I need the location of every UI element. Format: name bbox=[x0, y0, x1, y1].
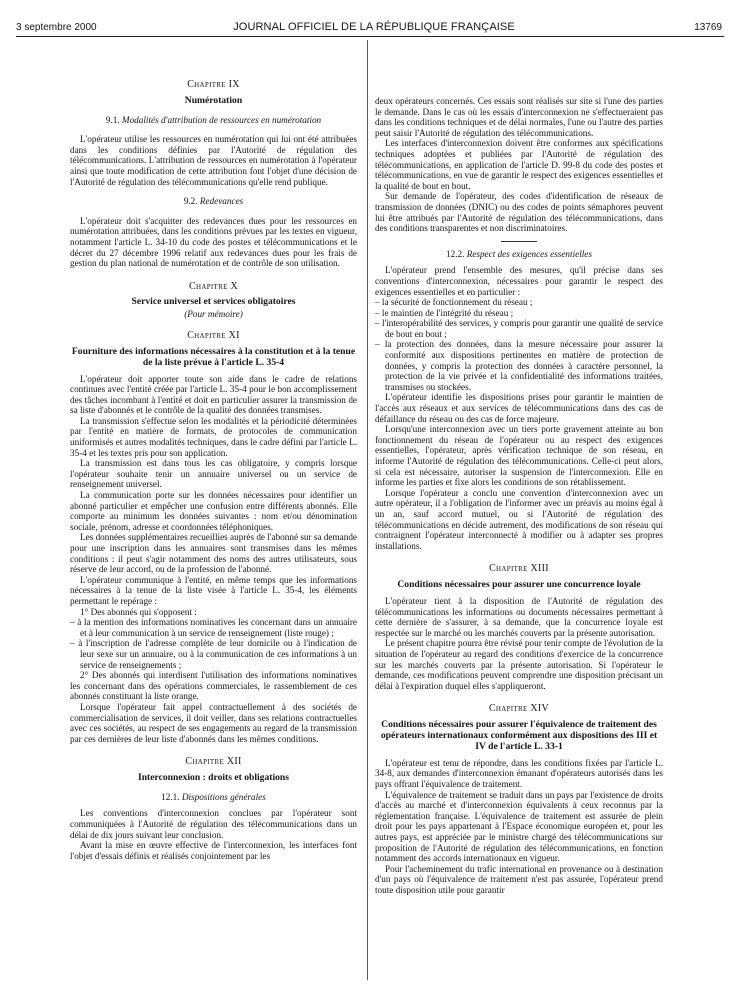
list-item: – la sécurité de fonctionnement du réseau ; bbox=[375, 297, 533, 308]
paragraph: Les données supplémentaires recueillies auprès de l'abonné sur sa demande pour une inscription dans les annuaires sont transmises dans les mêmes conditions : il peut s'agir notamment des noms des autres utilisateurs, sous réserve de leur accord, ou de la profession de l'abonné. bbox=[70, 532, 357, 575]
list-item: – à l'inscription de l'adresse complète de leur domicile ou à l'indication de leur sexe sur un annuaire, ou à la communication de ces informations à un service de renseignements ; bbox=[70, 638, 357, 670]
paragraph: L'opérateur tient à la disposition de l'Autorité de régulation des télécommunications les informations ou documents nécessaires permettant à cette dernière de s'assurer, à sa demande, que la concurrence loyale est respectée sur le marché ou les marchés couverts par la présente autorisation. bbox=[375, 595, 663, 638]
left-column bbox=[70, 80, 357, 861]
paragraph: L'opérateur doit apporter toute son aide dans le cadre de relations continues avec l'entité créée par l'article L. 35-4 pour le bon accomplissement des tâches incombant à l'entité et doit en particulier assurer la transmission de sa liste d'abonnés et le contrôle de la qualité des données transmises. bbox=[70, 373, 357, 416]
chapter-label: Chapitre X bbox=[189, 280, 238, 292]
paragraph: Pour l'acheminement du trafic international en provenance ou à destination d'un pays où l'équivalence de traitement n'est pas assurée, l'opérateur prend toute disposition utile pour garantir bbox=[375, 863, 663, 895]
chapter-title: Numérotation bbox=[184, 94, 243, 106]
paragraph: L'opérateur identifie les dispositions prises pour garantir le maintien de l'accès aux réseaux et aux services de télécommunications dans des cas de défaillance du réseau ou des cas de force majeure. bbox=[375, 392, 663, 424]
chapter-title: Conditions nécessaires pour assurer une concurrence loyale bbox=[397, 578, 641, 590]
paragraph: Lorsque l'opérateur fait appel contractuellement à des sociétés de commercialisation de services, il doit veiller, dans ses relations contractuelles avec ces sociétés, au respect de ses engagements au regard de la transmission par ces dernières de leur liste d'abonnés dans les mêmes conditions. bbox=[70, 701, 357, 744]
section-title: Respect des exigences essentielles bbox=[466, 248, 592, 259]
section-number: 9.1. bbox=[105, 114, 120, 125]
paragraph: Lorsque l'opérateur a conclu une convention d'interconnexion avec un autre opérateur, il a l'obligation de l'informer avec un préavis au moins égal à un an, sauf accord mutuel, ou si l'Autorité de régulation des télécommunications en décide autrement, des modifications de son réseau qui contraignent l'opérateur interconnecté à modifier ou à adapter ses propres installations. bbox=[375, 487, 663, 551]
paragraph: Le présent chapitre pourra être révisé pour tenir compte de l'évolution de la situation de l'opérateur au regard des conditions d'exercice de la concurrence sur les marchés couverts par la présente autorisation. Si l'opérateur le demande, ces modifications peuvent comprendre une disposition précisant un délai à l'expiration duquel elles s'appliqueront. bbox=[375, 638, 663, 691]
chapter-title: Interconnexion : droits et obligations bbox=[137, 771, 290, 783]
section-heading bbox=[70, 115, 357, 126]
list-item: – l'interopérabilité des services, y compris pour garantir une qualité de service de bout en bout ; bbox=[375, 318, 663, 339]
section-number: 12.1. bbox=[161, 791, 180, 802]
paragraph: La transmission s'effectue selon les modalités et la périodicité déterminées par l'entité en matière de formats, de protocoles de communication uniformisés et autres modalités techniques, dans le cadre défini par l'article L. 35-4 et les textes pris pour son application. bbox=[70, 415, 357, 458]
chapter-label: Chapitre XIII bbox=[489, 563, 549, 575]
paragraph: Lorsqu'une interconnexion avec un tiers porte gravement atteinte au bon fonctionnement du réseau de l'opérateur ou au respect des exigences essentielles, l'opérateur, après vérification technique de son réseau, en informe l'Autorité de régulation des télécommunications. Celle-ci peut alors, si cela est nécessaire, autoriser la suspension de l'interconnexion. Elle en informe les parties et fixe alors les conditions de son rétablissement. bbox=[375, 424, 663, 488]
chapter-label: Chapitre XI bbox=[187, 329, 240, 341]
page-header bbox=[0, 0, 748, 34]
section-heading bbox=[70, 196, 357, 207]
separator bbox=[501, 241, 537, 242]
paragraph: Les conventions d'interconnexion conclues par l'opérateur sont communiquées à l'Autorité de régulation des télécommunications dans un délai de dix jours suivant leur conclusion. bbox=[70, 808, 357, 840]
column-divider bbox=[367, 40, 368, 980]
section-number: 12.2. bbox=[446, 248, 465, 259]
list-item: – la protection des données, dans la mesure nécessaire pour assurer la conformité aux dispositions pertinentes en matière de protection de données, y compris la protection des données à caractère personnel, la protection de la vie privée et la confidentialité des informations traitées, transmises ou stockées. bbox=[375, 339, 663, 392]
list-item: – à la mention des informations nominatives les concernant dans un annuaire et à leur communication à un service de renseignement (liste rouge) ; bbox=[70, 617, 357, 638]
page-number: 13769 bbox=[694, 22, 722, 33]
paragraph: La transmission est dans tous les cas obligatoire, y compris lorsque l'opérateur souhaite tenir un annuaire universel ou un service de renseignement universel. bbox=[70, 458, 357, 490]
paragraph: L'opérateur utilise les ressources en numérotation qui lui ont été attribuées dans les conditions définies par l'Autorité de régulation des télécommunications. L'attribution de ressources en numérotation à l'opérateur ainsi que toute modification de cette attribution font l'objet d'une décision de l'Autorité de régulation des télécommunications qu'elle rend publique. bbox=[70, 134, 357, 187]
header-date: 3 septembre 2000 bbox=[16, 22, 97, 33]
section-title: Dispositions générales bbox=[181, 791, 266, 802]
paragraph: Sur demande de l'opérateur, des codes d'identification de réseaux de transmission de données (DNIC) ou des codes de points sémaphores peuvent lui être attribués par l'Autorité de régulation des télécommunications, dans des conditions transparentes et non discriminatoires. bbox=[375, 191, 663, 234]
paragraph: L'opérateur communique à l'entité, en même temps que les informations nécessaires à la tenue de la liste visée à l'article L. 35-4, les éléments permettant le repérage : bbox=[70, 574, 357, 606]
header-rule bbox=[16, 36, 724, 37]
chapter-label: Chapitre XIV bbox=[488, 703, 550, 715]
journal-title: JOURNAL OFFICIEL DE LA RÉPUBLIQUE FRANÇAISE bbox=[233, 21, 515, 33]
paragraph: L'opérateur prend l'ensemble des mesures, qu'il précise dans ses conventions d'interconnexion, nécessaires pour garantir le respect des exigences essentielles et en particulier : bbox=[375, 265, 663, 297]
paragraph: Les interfaces d'interconnexion doivent être conformes aux spécifications techniques adoptées et publiées par l'Autorité de régulation des télécommunications, en application de l'article D. 99-8 du code des postes et télécommunications, en vue de garantir le respect des exigences essentielles et la qualité de bout en bout. bbox=[375, 138, 664, 191]
list-item: – le maintien de l'intégrité du réseau ; bbox=[375, 307, 514, 318]
paragraph: L'opérateur est tenu de répondre, dans les conditions fixées par l'article L. 34-8, aux demandes d'interconnexion émanant d'opérateurs autorisés dans les pays offrant l'équivalence de traitement. bbox=[375, 757, 663, 790]
chapter-label: Chapitre IX bbox=[187, 79, 240, 90]
paragraph: La communication porte sur les données nécessaires pour identifier un abonné particulier et empêcher une confusion entre différents abonnés. Elle comporte au minimum les données suivantes : nom et/ou dénomination sociale, prénom, adresse et coordonnées téléphoniques. bbox=[70, 490, 357, 532]
chapter-title: Service universel et services obligatoires bbox=[131, 296, 296, 308]
list-item: 1° Des abonnés qui s'opposent : bbox=[80, 606, 197, 617]
section-title: Modalités d'attribution de ressources en numérotation bbox=[121, 114, 322, 125]
chapter-note: (Pour mémoire) bbox=[184, 309, 243, 320]
paragraph: L'opérateur doit s'acquitter des redevances dues pour les ressources en numérotation attribuées, dans les conditions prévues par les textes en vigueur, notamment l'article L. 34-10 du code des postes et télécommunications et le décret du 27 décembre 1996 relatif aux redevances dues pour les frais de gestion du plan national de numérotation et de contrôle de son utilisation. bbox=[70, 215, 357, 269]
chapter-title: Fourniture des informations nécessaires à la constitution et à la tenue de la liste prévue à l'article L. 35-4 bbox=[71, 345, 356, 368]
list-item: 2° Des abonnés qui interdisent l'utilisation des informations nominatives les concernant dans des opérations commerciales, le rassemblement de ces abonnés constituant la liste orange. bbox=[70, 670, 357, 702]
paragraph: Avant la mise en œuvre effective de l'interconnexion, les interfaces font l'objet d'essais définis et réalisés conjointement par les bbox=[70, 840, 357, 861]
section-number: 9.2. bbox=[183, 196, 198, 207]
chapter-label: Chapitre XII bbox=[185, 756, 242, 768]
section-heading bbox=[375, 249, 663, 260]
right-column bbox=[375, 96, 663, 896]
section-heading bbox=[70, 792, 357, 803]
paragraph: L'équivalence de traitement se traduit dans un pays par l'existence de droits d'accès au marché et d'interconnexion équivalents à ceux reconnus par la réglementation française. L'équivalence de traitement est assurée de plein droit pour les pays appartenant à l'Espace économique européen et, pour les autres pays, est appréciée par le ministre chargé des télécommunications sur proposition de l'Autorité de régulation des télécommunications, en fonction notamment des accords internationaux en vigueur. bbox=[375, 789, 663, 864]
paragraph: deux opérateurs concernés. Ces essais sont réalisés sur site si l'une des parties le demande. Dans le cas où les essais d'interconnexion ne s'effectueraient pas dans les conditions techniques et de délai normales, l'une ou l'autre des parties peut saisir l'Autorité de régulation des télécommunications. bbox=[375, 96, 663, 138]
chapter-title: Conditions nécessaires pour assurer l'équivalence de traitement des opérateurs internationaux conformément aux dispositions des III et IV de l'article L. 33-1 bbox=[380, 718, 658, 752]
section-title: Redevances bbox=[199, 196, 244, 207]
